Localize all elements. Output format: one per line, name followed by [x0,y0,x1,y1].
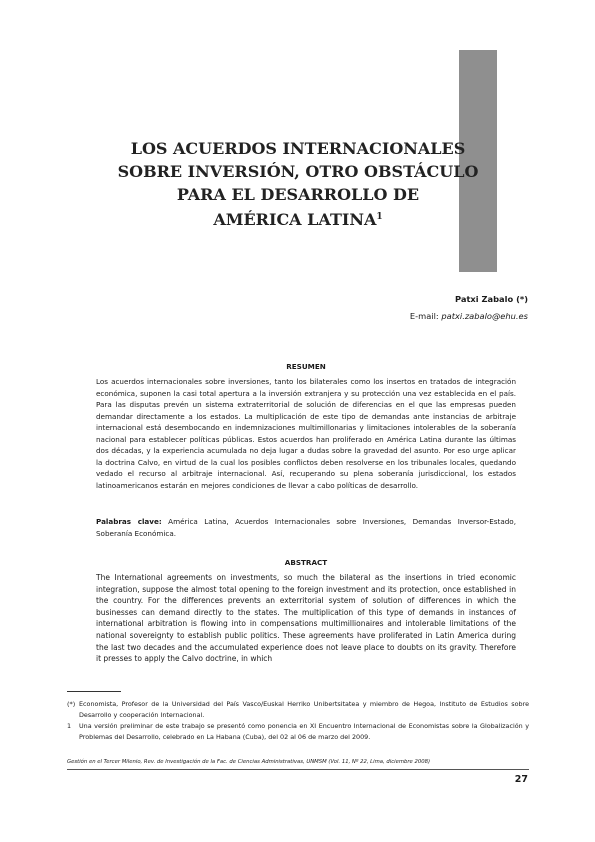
footnote-rule [67,691,121,692]
title-line-2: SOBRE INVERSIÓN, OTRO OBSTÁCULO [117,162,479,181]
footnote-1 [67,721,529,743]
footnote-text: Una versión preliminar de este trabajo se presentó como ponencia en XI Encuentro Internacional de Economistas sobre la Globalización y Problemas del Desarrollo, celebrado en La Habana (Cuba), del 02 al 06 de marzo del 2009. [79,722,529,741]
author-name: Patxi Zabalo (*) [454,294,528,304]
email-label: E-mail: [409,311,439,321]
journal-citation: Gestión en el Tercer Milenio, Rev. de Investigación de la Fac. de Ciencias Administrativas, UNMSM (Vol. 11, Nº 22, Lima, diciembre 2008) [67,759,431,765]
resumen-heading: RESUMEN [286,362,326,371]
footnote-mark: 1 [67,722,72,730]
footnote-author [67,699,529,721]
title-line-4: AMÉRICA LATINA [213,210,377,229]
abstract-heading: ABSTRACT [284,558,328,567]
keywords [96,516,516,539]
page-number: 27 [514,774,528,785]
author-email [410,311,528,321]
abstract-text: The International agreements on investments, so much the bilateral as the insertions in tried economic integration, suppose the almost total opening to the foreign investment and its protection, once established in the country. For the differences prevents an exterritorial system of solution of differences in which the businesses can demand directly to the states. The multiplication of this type of demands in instances of international arbitration is flowing into in compensations multimillionaires and intolerable limitations of the national sovereignty to establish public politics. These agreements have proliferated in Latin America during the last two decades and the accumulated experience does not leave place to doubts on its gravity. Therefore it presses to apply the Calvo doctrine, in which [96,573,516,664]
keywords-label: Palabras clave: [96,517,162,526]
keywords-text: América Latina, Acuerdos Internacionales sobre Inversiones, Demandas Inversor-Estado, Soberanía Económica. [96,517,516,538]
footnote-mark: (*) [67,700,76,708]
resumen-text: Los acuerdos internacionales sobre inversiones, tanto los bilaterales como los insertos en tratados de integración económica, suponen la casi total apertura a la inversión extranjera y su protección una vez establecida en el país. Para las disputas prevén un sistema extraterritorial de solución de diferencias en el que las empresas pueden demandar directamente a los estados. La multiplicación de este tipo de demandas ante instancias de arbitraje internacional está desembocando en indemnizaciones multimillonarias y limitaciones intolerables de la soberanía nacional para establecer políticas públicas. Estos acuerdos han proliferado en América Latina durante las últimas dos décadas, y la experiencia acumulada no deja lugar a dudas sobre la gravedad del asunto. Por eso urge aplicar la doctrina Calvo, en virtud de la cual los posibles conflictos deben resolverse en los tribunales locales, quedando vedado el recurso al arbitraje internacional. Así, recuperando su plena soberanía jurisdiccional, los estados latinoamericanos estarán en mejores condiciones de llevar a cabo políticas de desarrollo. [96,377,516,490]
email-address[interactable]: patxi.zabalo@ehu.es [441,311,528,321]
page-footer-rule [67,769,529,770]
title-line-3: PARA EL DESARROLLO DE [176,185,420,204]
title-footnote-mark: 1 [376,212,383,222]
footnote-text: Economista, Profesor de la Universidad del País Vasco/Euskal Herriko Unibertsitatea y miembro de Hegoa, Instituto de Estudios sobre Desarrollo y cooperación Internacional. [79,700,529,719]
title-line-1: LOS ACUERDOS INTERNACIONALES [130,139,466,158]
article-title [100,137,496,231]
